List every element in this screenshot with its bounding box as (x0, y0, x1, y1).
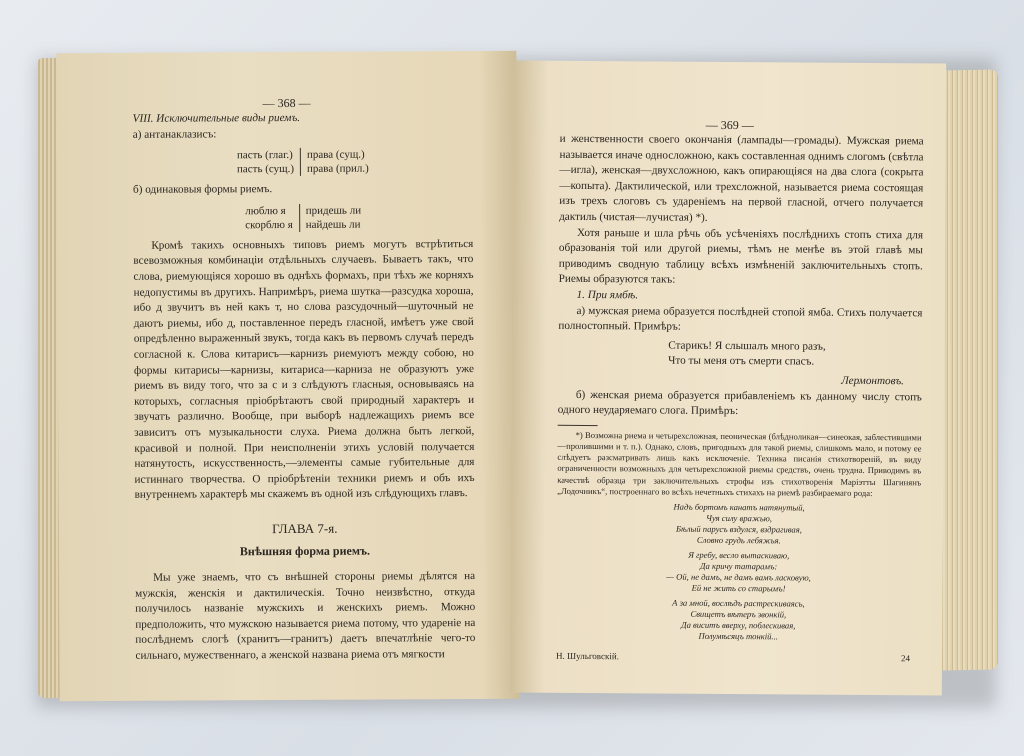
verse-quote (558, 338, 922, 372)
pair-a-left-2: пасть (сущ.) (236, 163, 295, 176)
left-page-text (57, 110, 520, 665)
pair-a-right-1: права (сущ.) (306, 148, 365, 162)
item-a: а) антанаклазисъ: (132, 127, 217, 141)
section-title: VIII. Исключительные виды риемъ. (132, 111, 301, 125)
verse-line: Да кричу татарамъ: (700, 560, 778, 572)
paragraph: и женственности своего окончанія (лампады—громады). Мужская риема называется иначе односложною, какъ составленная однимъ слогомъ (свѣтла—игла), женская—двухсложною, какъ опирающіяся на два слога (сокрыта—копыта). Дактилической, или трехсложной, называется риема состоящая изъ трехъ слоговъ съ удареніемъ на первой гласной, отчего получается дактиль (чистая—лучистая) *). (559, 132, 924, 224)
paragraph: Хотя раньше и шла рѣчь объ усѣченіяхъ послѣднихъ стопъ стиха для образованія той или другой риемы, тѣмъ не менѣе въ этой главѣ мы приводимъ сводную таблицу всѣхъ измѣненій заключительныхъ стопъ. Риемы образуются такъ: (558, 226, 924, 286)
pair-b-right-1: придешь ли (305, 204, 362, 217)
verse-line: Да виситъ вверху, поблескивая, (681, 619, 796, 631)
verse-line: — Ой, не дамъ, не дамъ вамъ ласковую, (666, 571, 811, 583)
page-footer (556, 649, 920, 667)
author-signature: Лермонтовъ. (841, 374, 905, 388)
verse-line: Я гребу, весло вытаскиваю, (688, 549, 790, 561)
verse-line: Бѣлый парусъ вздулся, вздрагивая, (675, 523, 802, 535)
verse-line: Старикъ! Я слышалъ много разъ, (668, 339, 826, 353)
chapter-heading: ГЛАВА 7-я. (272, 520, 338, 536)
verse-line: Свищетъ вѣтеръ звонкій, (690, 608, 787, 620)
page-number: — 368 — (262, 95, 311, 111)
verse-line: Ей не жить со старымъ! (691, 582, 786, 594)
page-number: — 369 — (705, 117, 754, 133)
verse-line: Что ты меня отъ смерти спасъ. (668, 354, 815, 368)
footnote-verse-stanza (556, 549, 920, 596)
pair-a-right-2: права (прил.) (306, 162, 369, 176)
verse-line: Надъ бортомъ канатъ натянутый, (673, 501, 805, 513)
verse-line: А за мной, вослѣдъ растрескиваясь, (672, 597, 805, 609)
right-page-text (510, 131, 946, 667)
item-b: б) женская риема образуется прибавленіемъ къ данному числу стопъ одного неударяемаго слога. Примѣръ: (557, 388, 922, 418)
item-a: а) мужская риема образуется послѣдней стопой ямба. Стихъ получается полностопный. Примѣръ: (558, 304, 923, 333)
pair-a-left-1: пасть (глаг.) (236, 149, 293, 162)
footnote-verse-stanza (556, 597, 920, 644)
verse-line: Чуя силу вражью, (706, 512, 773, 524)
verse-line: Словно грудь лебяжья. (696, 534, 781, 546)
footnote-verse-stanza (557, 501, 921, 548)
footnote: *) Возможна риема и четырехсложная, пеоническая (блѣдноликая—синеокая, заблестившими—пролившими и т. п.). Однако, словъ, пригодныхъ для такой риемы, слишкомъ мало, и потому ее слѣдуетъ разсматривать лишь какъ исключеніе. Техника писанія стихотвореній, въ виду ограниченности возможныхъ для четырехсложной риемы средствъ, очень трудна. Приводимъ въ качествѣ образца три заключительныхъ строфы изъ стихотворенія Маріэтты Шагинянъ „Лодочникъ“, построеннаго во всѣхъ нечетныхъ стихахъ на риемѣ разбираемаго рода: (557, 429, 922, 498)
pair-b-left-1: люблю я (245, 204, 286, 218)
book-page-edges-right (940, 69, 998, 670)
chapter-title: Внѣшняя форма риемъ. (239, 544, 371, 559)
paragraph: Кромѣ такихъ основныхъ типовъ риемъ могутъ встрѣтиться всевозможныя комбинаціи отдѣльныхъ случаевъ. Бываетъ такъ, что слова, риемующіяся хорошо въ однѣхъ формахъ, при тѣхъ же корняхъ недопустимы въ другихъ. Напримѣръ, риема шутка—разсудка хороша, ибо д звучитъ въ ней какъ т, но слова разсудочный—шуточный не даютъ риемы, ибо д, поставленное передъ гласной, имѣетъ уже свой опредѣленно выраженный звукъ, тогда какъ въ первомъ случаѣ передъ согласной к. Слова китарисъ—карнизъ риемуютъ между собою, но формы китарисы—карнизы, китариса—карниза не образуютъ уже риемъ въ виду того, что за с и з слѣдуютъ гласныя, основываясь на которыхъ, согласныя пріобрѣтаютъ свой природный характеръ и звучатъ различно. Вообще, при выборѣ надлежащихъ риемъ все зависитъ отъ музыкальности слуха. Риема должна быть легкой, красивой и полной. При неисполненіи этихъ условій получается натянутость, искусственность,—элементы самые губительные для истиннаго творчества. О пріобрѣтеніи техники риемъ и объ ихъ внутреннемъ характерѣ мы скажемъ въ одной изъ слѣдующихъ главъ. (133, 237, 475, 502)
word-pair-a (133, 147, 473, 177)
word-pair-b (133, 203, 473, 233)
item-b: б) одинаковыя формы риемъ. (132, 183, 273, 196)
verse-line: Полумѣсяцъ тонкій... (698, 630, 778, 642)
pair-b-left-2: скорблю я (245, 218, 293, 232)
item-1: 1. При ямбѣ. (576, 288, 639, 302)
right-page (510, 60, 946, 695)
footer-author: Н. Шульговскій. (556, 650, 619, 662)
footer-sheet-number: 24 (901, 653, 911, 664)
pair-b-right-2: найдешь ли (305, 218, 361, 231)
paragraph: Мы уже знаемъ, что съ внѣшней стороны риемы дѣлятся на мужскія, женскія и дактилическія. Точно неизвѣстно, откуда получилось названіе мужскихъ и женскихъ риемъ. Можно предположить, что мужскою называется риема потому, что удареніе на послѣднемъ слогѣ (хранитъ—гранитъ) даетъ впечатлѣніе чего-то сильнаго, мужественнаго, а женской названа риема отъ мягкости (135, 570, 476, 662)
left-page (56, 51, 519, 701)
footnote-divider (558, 424, 598, 425)
